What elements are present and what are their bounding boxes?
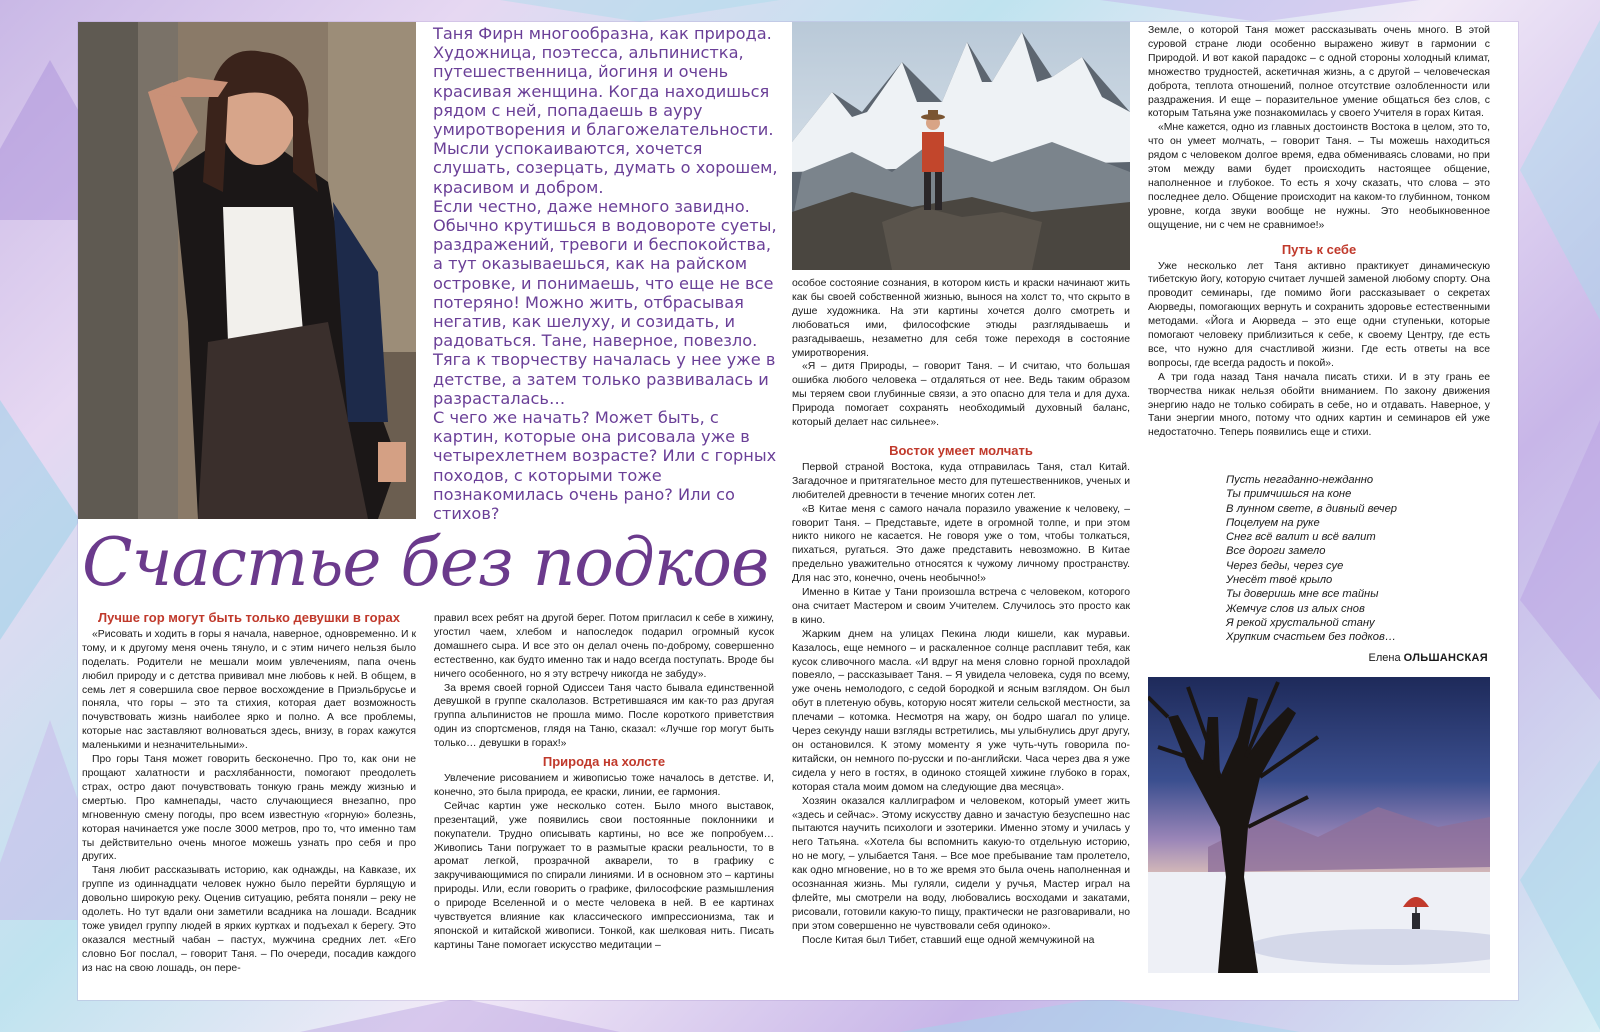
lead-intro (433, 24, 778, 523)
author-first-name: Елена (1368, 652, 1401, 664)
poem (1226, 473, 1486, 645)
body-paragraph: Земле, о которой Таня может рассказывать очень много. В этой суровой стране люди особенно выражено живут в гармонии с Природой. И вот какой парадокс – с одной стороны холодный климат, множество трудностей, аскетичная жизнь, а с другой – человеческая доброта, теплота отношений, полное отсутствие озлобленности или раздражения. И еще – поразительное умение общаться без слов, с которым Татьяна уже познакомилась у своего Учителя в горах Китая. (1148, 25, 1490, 120)
poem-line: В лунном свете, в дивный вечер (1226, 502, 1398, 515)
lead-paragraph: Таня Фирн многообразна, как природа. Художница, поэтесса, альпинистка, путешественница, йогиня и очень красивая женщина. Когда находишься рядом с ней, попадаешь в ауру умиротворения и благожелательности. Мысли успокаиваются, хочется слушать, созерцать, думать о хорошем, красивом и добром. (433, 24, 778, 197)
section-heading-mountains: Лучше гор могут быть только девушки в горах (97, 610, 401, 625)
body-paragraph: Увлечение рисованием и живописью тоже началось в детстве. И, конечно, это была природа, ее краски, линии, ее гармония. (434, 772, 774, 798)
body-paragraph: особое состояние сознания, в котором кисть и краски начинают жить как бы своей собственной жизнью, вынося на холст то, что скрыто в душе художника. На эти картины хочется долго смотреть и любоваться ими, философские этюды разглядываешь и разгадываешь, незаметно для себя тоже переходя в состояние умиротворения. (792, 278, 1130, 359)
column-3 (792, 277, 1130, 948)
body-paragraph: После Китая был Тибет, ставший еще одной жемчужиной на (802, 934, 1095, 946)
poem-line: Снег всё валит и всё валит (1226, 531, 1376, 544)
body-paragraph: Жарким днем на улицах Пекина люди кишели, как муравьи. Казалось, еще немного – и раскаленное солнце расплавит тебя, как кусок сливочного масла. «И вдруг на меня словно горной прохладой повеяло, – рассказывает Таня. – Я увидела человека, судя по всему, уже очень немолодого, с седой бородкой и ясным взглядом. Он был обут в плетеную обувь, которую носят жители сельской местности, за плечами – котомка. Несмотря на жару, он бодро шагал по улице. Через секунду наши взгляды встретились, мы улыбнулись друг другу, он остановился. К этому моменту я уже чуть-чуть говорила по-китайски, он немного по-русски и по-английски. Часа через два я уже сидела у него в гостях, в одиноко стоящей хижине глубоко в горах, которая стала моим домом на следующие два месяца». (792, 628, 1130, 793)
mountain-photo (792, 22, 1130, 270)
column-4 (1148, 24, 1490, 440)
lead-paragraph: С чего же начать? Может быть, с картин, которые она рисовала уже в четырехлетнем возрасте? Или с горных походов, с которыми тоже познакомилась очень рано? Или со стихов? (433, 408, 777, 524)
magazine-page (78, 22, 1518, 1000)
author-last-name: ОЛЬШАНСКАЯ (1403, 652, 1488, 664)
body-paragraph: Уже несколько лет Таня активно практикует динамическую тибетскую йогу, которую считает лучшей заменой любому спорту. Она проводит семинары, где помимо йоги рассказывает о секретах Аюрведы, помогающих вернуть и сохранить здоровье естественными методами. «Йога и Аюрведа – это еще одни ступеньки, которые помогают человеку приблизиться к себе, к своему Центру, где есть все, что нужно для счастливой жизни. Где есть ответы на все вопросы, где всегда радость и покой». (1148, 260, 1490, 369)
poem-line: Унесёт твоё крыло (1226, 574, 1333, 587)
body-paragraph: «Рисовать и ходить в горы я начала, наверное, одновременно. И к тому, и к другому меня очень тянуло, и с этим ничего нельзя было поделать. Родители не мешали моим увлечениям, папа очень любил природу и с детства прививал мне любовь к ней. В общем, в семь лет я совершила свое первое восхождение в Приэльбрусье и поняла, что горы – это та стихия, которая дает возможность почувствовать жизнь наиболее ярко и полно. А все проблемы, которые нас заставляют волноваться здесь, внизу, в горах кажутся маленькими и незначительными». (82, 628, 416, 752)
column-1 (82, 607, 416, 976)
body-paragraph: Первой страной Востока, куда отправилась Таня, стал Китай. Загадочное и притягательное место для путешественников, ученых и любителей древности в течение многих сотен лет. (792, 461, 1130, 501)
column-2 (434, 612, 774, 953)
portrait-photo (78, 22, 416, 519)
poem-line: Жемчуг слов из алых снов (1226, 602, 1365, 615)
poem-line: Хрупким счастьем без подков… (1226, 631, 1397, 644)
body-paragraph: Про горы Таня может говорить бесконечно. Про то, как они не прощают халатности и расхлябанности, помогают преодолеть страх, остро дают почувствовать тонкую грань между жизнью и смертью. Про камнепады, часто случающиеся внезапно, про мгновенную смену погоды, про всем известную «горную» болезнь, которая начинается уже после 3000 метров, про то, что именно там ты действительно очень многое можешь узнать про себя и про других. (82, 754, 416, 863)
body-paragraph: Сейчас картин уже несколько сотен. Было много выставок, презентаций, уже появились свои постоянные поклонники и покупатели. Трудно описывать картины, но все же попробуем… Живопись Тани погружает то в размытые краски реальности, то в аромат легкой, прозрачной акварели, то в графику с закручивающимися по спирали линиями. И в основном это – картины природы. Или, если говорить о графике, философские размышления о природе Вселенной и о месте человека в ней. В ее картинах чувствуется влияние как классического импрессионизма, так и японской и китайской живописи. Тонкой, как шелковая нить. Писать картины Тане помогает искусство медитации – (434, 800, 774, 951)
poem-line: Поцелуем на руке (1226, 516, 1320, 529)
body-paragraph: Таня любит рассказывать историю, как однажды, на Кавказе, их группе из одиннадцати человек нужно было перейти бурлящую и довольно широкую реку. Оценив ситуацию, ребята поняли – реку не одолеть. Но тут вдали они заметили всадника на лошади. Всадник тоже увидел группу людей в ярких куртках и подъехал к берегу. Это оказался местный чабан – пастух, мужчина средних лет. «Его словно Бог послал, – говорит Таня. – По очереди, посадив каждого из нас на свою лошадь, он пере- (82, 865, 416, 974)
body-paragraph: А три года назад Таня начала писать стихи. И в эту грань ее творчества никак нельзя обойти вниманием. По закону движения энергию надо не только собирать в себе, но и отдавать. Наверное, у Тани энергии много, потому что одних картин и семинаров ей уже недостаточно. Теперь появились еще и стихи. (1148, 371, 1490, 439)
poem-line: Все дороги замело (1226, 545, 1326, 558)
section-heading-east: Восток умеет молчать (889, 442, 1033, 458)
lead-paragraph: Если честно, даже немного завидно. Обычно крутишься в водовороте суеты, раздражений, тревоги и беспокойства, а тут оказываешься, как на райском островке, и понимаешь, что еще не все потеряно! Можно жить, отбрасывая негатив, как шелуху, и созидать, и радоваться. Тане, наверное, повезло. Тяга к творчеству началась у нее уже в детстве, а затем только развивалась и разрасталась… (433, 196, 777, 408)
poem-line: Через беды, через суе (1226, 559, 1344, 572)
poem-line: Ты примчишься на коне (1226, 488, 1352, 501)
poem-line: Ты доверишь мне все тайны (1226, 588, 1379, 601)
body-paragraph: «В Китае меня с самого начала поразило уважение к человеку, – говорит Таня. – Представьте, идете в огромной толпе, и при этом никто никого не касается. Не говоря уже о том, чтобы толкаться, пихаться, ругаться. Это даже представить невозможно. В Китае предельно уважительно относятся к чужому личному пространству. Для нас это, конечно, очень необычно!» (792, 503, 1130, 585)
section-heading-self: Путь к себе (1281, 241, 1357, 257)
body-paragraph: «Я – дитя Природы, – говорит Таня. – И считаю, что большая ошибка любого человека – отдаляться от нее. Ведь таким образом мы теряем свои глубинные связи, а это опасно для тела и для духа. Природа помогает сохранять необходимый духовный баланс, который делает нас сильнее». (792, 361, 1130, 429)
article-title: Счастье без подков (82, 524, 769, 601)
body-paragraph: За время своей горной Одиссеи Таня часто бывала единственной девушкой в группе скалолазов. Встретившаяся им как-то раз другая группа альпинистов не прошла мимо. После короткого приветствия один из спортсменов, глядя на Таню, сказал: «Лучше гор могут быть только… девушки в горах!» (434, 682, 774, 750)
author-byline (1248, 652, 1488, 664)
poem-line: Я рекой хрустальной стану (1226, 616, 1375, 629)
tree-painting (1148, 677, 1490, 973)
body-paragraph: «Мне кажется, одно из главных достоинств Востока в целом, это то, что он умеет молчать, – говорит Таня. – Ты можешь находиться рядом с человеком долгое время, едва обмениваясь словами, но при этом между вами будет происходить настоящее общение, наполненное и глубокое. То есть я хочу сказать, что слова – это последнее дело. Общение происходит на каком-то глубинном, тонком уровне, когда звуки вообще не нужны. Это необыкновенное ощущение, ни с чем не сравнимое!» (1148, 122, 1490, 231)
body-paragraph: Хозяин оказался каллиграфом и человеком, который умеет жить «здесь и сейчас». Этому искусству давно и зачастую безуспешно нас пытаются научить психологи и эзотерики. Именно этому и училась у него Татьяна. «Хотела бы вспомнить какую-то отдельную историю, но не могу, – улыбается Таня. – Все мое пребывание там пролетело, как одно мгновение, но в то же время это была очень наполненная и осознанная жизнь. Мы гуляли, сидели у ручья, Мастер играл на флейте, мы смотрели на воду, любовались восходами и закатами, рисовали, готовили какую-то пищу, практически не разговаривали, но при этом совершенно не чувствовали себя одиноко». (792, 795, 1130, 932)
poem-line: Пусть негаданно-нежданно (1226, 474, 1374, 486)
section-heading-nature: Природа на холсте (542, 754, 666, 770)
body-paragraph: Именно в Китае у Тани произошла встреча с человеком, которого она считает Мастером и своим Учителем. Случилось это просто как в кино. (792, 587, 1130, 626)
body-paragraph: правил всех ребят на другой берег. Потом пригласил к себе в хижину, угостил чаем, хлебом и напоследок подарил огромный кусок домашнего сыра. И все это он делал очень по-доброму, совершенно естественно, как будто именно так и надо всегда поступать. Вроде бы ничего особенного, но я эту встречу никогда не забуду». (434, 613, 774, 680)
